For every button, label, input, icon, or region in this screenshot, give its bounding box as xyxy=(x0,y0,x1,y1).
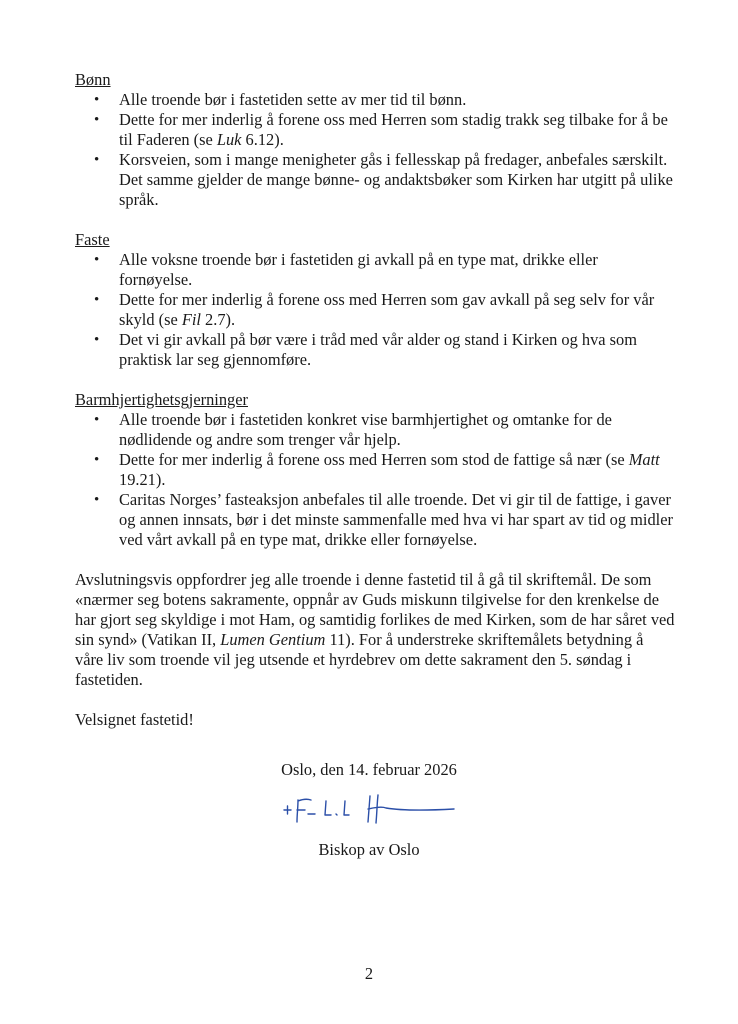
text-run: Dette for mer inderlig å forene oss med Herren som gav avkall på seg selv for vår skyld (se xyxy=(119,290,655,329)
italic-reference: Matt xyxy=(628,450,660,469)
blessing-line: Velsignet fastetid! xyxy=(75,710,194,729)
text-run: Alle voksne troende bør i fastetiden gi avkall på en type mat, drikke eller fornøyelse. xyxy=(119,250,598,289)
page-number: 2 xyxy=(364,964,374,983)
section-heading: Faste xyxy=(75,230,110,249)
sections-container xyxy=(75,70,675,570)
place-date: Oslo, den 14. februar 2026 xyxy=(281,760,457,779)
text-run: 6.12). xyxy=(241,130,284,149)
list-item xyxy=(119,90,675,110)
bullet-list xyxy=(75,250,675,370)
text-run: 2.7). xyxy=(200,310,236,329)
signer-title: Biskop av Oslo xyxy=(318,840,420,859)
closing-paragraph xyxy=(75,570,675,690)
text-run: Avslutningsvis oppfordrer jeg alle troende i denne fastetid til å gå til skriftemål. De som «nærmer seg botens sakramente, oppnår av Guds miskunn tilgivelse for den krenkelse de har gjort seg skyldige i mot Ham, og samtidig forlikes de med Kirken, som de har såret ved sin synd» (Vatikan II, xyxy=(75,570,675,649)
list-item xyxy=(119,110,675,150)
list-item xyxy=(119,250,675,290)
italic-reference: Luk xyxy=(216,130,242,149)
list-item xyxy=(119,410,675,450)
letter-body xyxy=(75,70,675,730)
list-item xyxy=(119,490,675,550)
list-item xyxy=(119,330,675,370)
section-heading: Bønn xyxy=(75,70,111,89)
text-run: Dette for mer inderlig å forene oss med Herren som stadig trakk seg tilbake for å be til Faderen (se xyxy=(119,110,668,149)
text-run: Alle troende bør i fastetiden konkret vise barmhjertighet og omtanke for de nødlidende og andre som trenger vår hjelp. xyxy=(119,410,612,449)
text-run: Alle troende bør i fastetiden sette av mer tid til bønn. xyxy=(119,90,467,109)
list-item xyxy=(119,450,675,490)
list-item xyxy=(119,150,675,210)
text-run: 11). For å understreke skriftemålets betydning å våre liv som troende vil jeg utsende et hyrdebrev om dette sakrament den 5. søndag i fastetiden. xyxy=(75,630,644,689)
text-run: Korsveien, som i mange menigheter gås i fellesskap på fredager, anbefales særskilt. Det samme gjelder de mange bønne- og andaktsbøker som Kirken har utgitt på ulike språk. xyxy=(119,150,673,209)
section-heading: Barmhjertighetsgjerninger xyxy=(75,390,248,409)
bullet-list xyxy=(75,410,675,550)
handwritten-signature-image xyxy=(278,790,468,830)
signature xyxy=(278,790,468,830)
italic-reference: Fil xyxy=(181,310,201,329)
bullet-list xyxy=(75,90,675,210)
text-run: Det vi gir avkall på bør være i tråd med vår alder og stand i Kirken og hva som praktisk lar seg gjennomføre. xyxy=(119,330,637,369)
text-run: 19.21). xyxy=(119,470,166,489)
text-run: Dette for mer inderlig å forene oss med Herren som stod de fattige så nær (se xyxy=(119,450,629,469)
italic-reference: Lumen Gentium xyxy=(220,630,326,649)
list-item xyxy=(119,290,675,330)
text-run: Caritas Norges’ fasteaksjon anbefales til alle troende. Det vi gir til de fattige, i gaver og annen innsats, bør i det minste sammenfalle med hva vi har spart av tid og midler ved vårt avkall på en type mat, drikke eller fornøyelse. xyxy=(119,490,673,549)
